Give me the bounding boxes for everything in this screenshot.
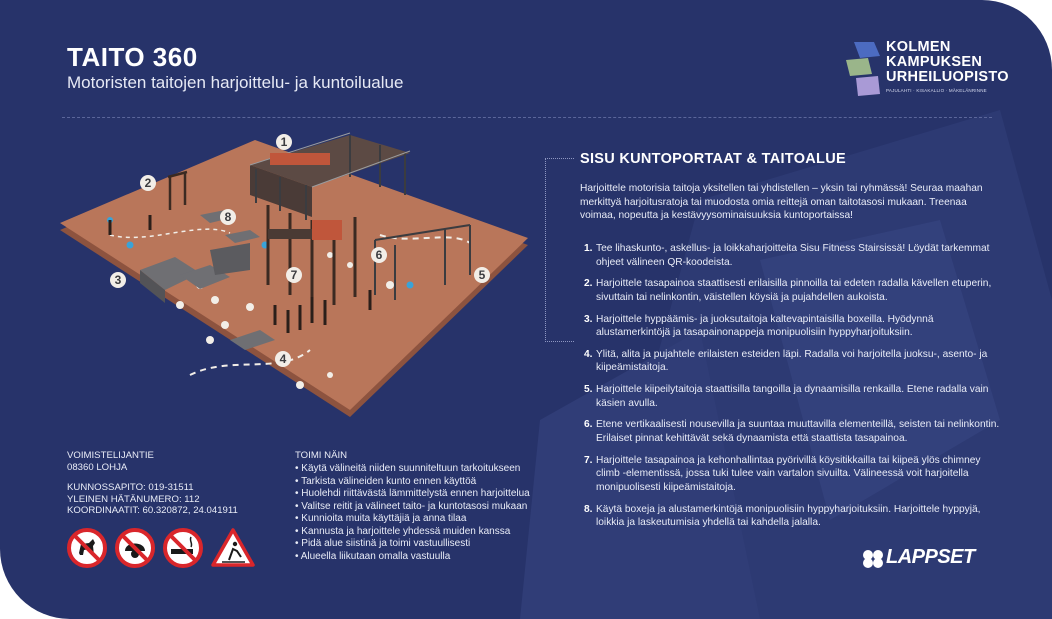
rule-item: • Huolehdi riittävästä lämmittelystä ennen harjoittelua xyxy=(295,488,530,499)
no-smoking-icon xyxy=(165,530,201,566)
address-street: VOIMISTELIJANTIE xyxy=(67,450,154,461)
logo-line-1: KOLMEN xyxy=(886,39,951,55)
coordinates: KOORDINAATIT: 60.320872, 24.041911 xyxy=(67,505,238,516)
step-number: 6. xyxy=(584,419,593,431)
step-item xyxy=(580,277,1005,304)
slippery-warning-icon xyxy=(213,530,253,565)
step-number: 7. xyxy=(584,454,593,466)
rule-item: • Kunnioita muita käyttäjiä ja anna tilaa xyxy=(295,513,467,524)
map-marker-3: 3 xyxy=(114,273,122,287)
step-number: 1. xyxy=(584,243,593,254)
step-text: Ylitä, alita ja pujahtele erilaisten esteiden läpi. Radalla voi harjoitella juoksu-, asento- ja kiipeämistaitoja. xyxy=(596,348,988,374)
step-text: Etene vertikaalisesti nousevilla ja suuntaa muuttavilla elementeillä, seisten tai nelinkontin. Erilaiset pinnat kehittävät sekä dynaamista että staattista tasapainoa. xyxy=(596,419,1000,444)
map-marker-6: 6 xyxy=(375,248,383,262)
step-item xyxy=(580,313,1005,340)
rule-item: • Alueella liikutaan omalla vastuulla xyxy=(295,550,451,562)
step-item xyxy=(580,418,1005,445)
header-divider xyxy=(62,117,992,118)
no-helmet-icon xyxy=(117,530,153,566)
page-subtitle: Motoristen taitojen harjoittelu- ja kuntoilualue xyxy=(67,73,404,92)
maintenance-number: KUNNOSSAPITO: 019-31511 xyxy=(67,482,194,493)
park-illustration xyxy=(50,125,540,425)
rule-item: • Käytä välineitä niiden suunniteltuun tarkoitukseen xyxy=(295,463,521,474)
section-intro: Harjoittele motorisia taitoja yksitellen tai yhdistellen – yksin tai ryhmässä! Seuraa maahan merkittyä harjoitusratoja tai muodosta omia reittejä oman taitotasosi mukaan. Treenaa voimaa, nopeutta ja kestävyysominaisuuksia kuntoportaissa! xyxy=(580,183,983,221)
contact-block xyxy=(67,482,238,517)
step-text: Harjoittele tasapainoa staattisesti erilaisilla pinnoilla tai edeten radalla kävellen etuperin, sivuttain tai nelinkontin, väistellen köysiä ja pujahdellen aukoista. xyxy=(596,278,992,303)
step-item xyxy=(580,383,1005,410)
lappset-logo-icon xyxy=(862,549,884,569)
step-number: 3. xyxy=(584,313,593,325)
section-title: SISU KUNTOPORTAAT & TAITOALUE xyxy=(580,151,846,167)
step-item xyxy=(580,242,1005,269)
address-postal: 08360 LOHJA xyxy=(67,461,128,473)
no-dogs-icon xyxy=(69,530,105,566)
callout-bracket xyxy=(545,158,574,342)
step-item xyxy=(580,348,1005,375)
logo-tagline: PAJULAHTI · KISAKALLIO · MÄKELÄNRINNE xyxy=(886,88,987,93)
rules-list xyxy=(295,463,530,563)
step-number: 8. xyxy=(584,503,593,515)
step-text: Käytä boxeja ja alustamerkintöjä monipuolisiin hyppyharjoituksiin. Harjoittele hyppyjä, loikkia ja laskeutumisia yhdellä tai kahdella jalalla. xyxy=(596,503,981,529)
address-block xyxy=(67,450,154,473)
map-marker-8: 8 xyxy=(224,210,232,224)
map-marker-7: 7 xyxy=(290,268,298,282)
logo-line-2: KAMPUKSEN xyxy=(886,54,983,70)
step-text: Harjoittele hyppäämis- ja juoksutaitoja kaltevapintaisilla boxeilla. Hyödynnä alustamerkintöjä ja tasapainonappeja monipuolisiin hyppyharjoituksiin. xyxy=(596,313,934,339)
step-number: 4. xyxy=(584,348,593,360)
step-text: Tee lihaskunto-, askellus- ja loikkaharjoitteita Sisu Fitness Stairsissä! Löydät tarkemmat ohjeet välineen QR-koodeista. xyxy=(596,243,990,268)
logo-text xyxy=(886,40,1009,85)
step-text: Harjoittele kiipeilytaitoja staattisilla tangoilla ja dynaamisilla renkailla. Etene radalla vain käsien avulla. xyxy=(596,384,989,409)
brand-logo-text: LAPPSET xyxy=(886,546,975,568)
page-title: TAITO 360 xyxy=(67,42,198,72)
step-text: Harjoittele tasapainoa ja kehonhallintaa pyörivillä köysitikkailla tai kiipeä ylös chimney climb -elementissä, jossa tuki tulee vain vartalon sivuilta. Välineessä voit harjoitella monipuolisesti kiipeämistaitoja. xyxy=(596,454,981,493)
step-number: 2. xyxy=(584,278,593,290)
logo-line-3: URHEILUOPISTO xyxy=(886,69,1009,85)
rule-item: • Kannusta ja harjoittele yhdessä muiden kanssa xyxy=(295,525,511,537)
step-number: 5. xyxy=(584,384,593,396)
rule-item: • Pidä alue siistinä ja toimi vastuullisesti xyxy=(295,538,471,549)
rule-item: • Valitse reitit ja välineet taito- ja kuntotasosi mukaan xyxy=(295,500,528,512)
map-marker-4: 4 xyxy=(279,352,287,366)
warning-signs xyxy=(67,527,257,569)
emergency-number: YLEINEN HÄTÄNUMERO: 112 xyxy=(67,493,200,505)
rule-item: • Tarkista välineiden kunto ennen käyttöä xyxy=(295,475,477,487)
step-list xyxy=(580,242,1005,538)
step-item xyxy=(580,454,1005,495)
rules-title: TOIMI NÄIN xyxy=(295,450,348,461)
map-marker-5: 5 xyxy=(478,268,486,282)
map-marker-2: 2 xyxy=(144,176,152,190)
logo-mark-icon xyxy=(846,40,886,98)
step-item xyxy=(580,503,1005,530)
map-marker-1: 1 xyxy=(280,135,288,149)
